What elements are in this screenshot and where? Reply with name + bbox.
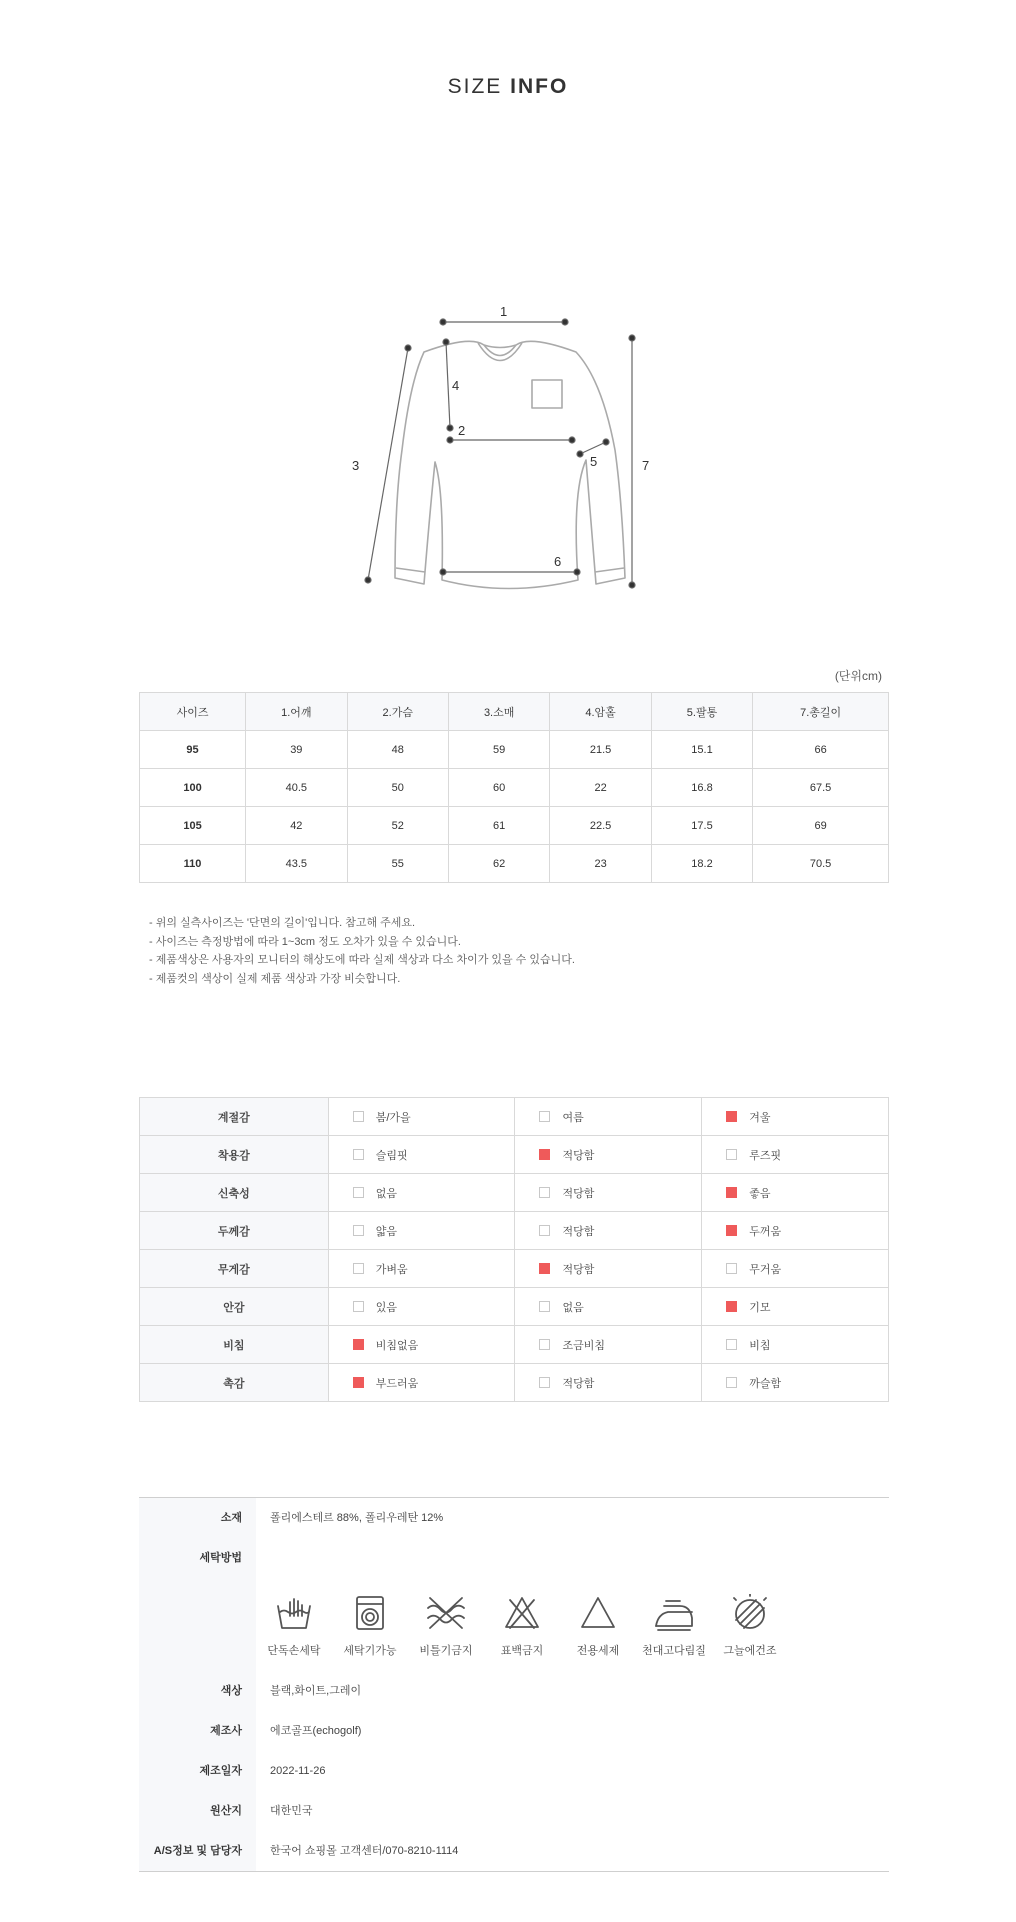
fit-label: 무게감 (140, 1250, 329, 1288)
fit-option (515, 1250, 702, 1288)
iron-icon (652, 1594, 696, 1632)
info-value: 블랙,화이트,그레이 (270, 1685, 362, 1697)
checkbox-checked (726, 1111, 737, 1122)
fit-option-label: 부드러움 (375, 1377, 419, 1390)
checkbox-unchecked (353, 1263, 364, 1274)
washing-machine-icon (350, 1594, 390, 1632)
checkbox-checked (353, 1339, 364, 1350)
header-armhole: 4.암홀 (550, 693, 651, 731)
checkbox-unchecked (726, 1149, 737, 1160)
info-label: 제조사 (139, 1711, 256, 1751)
table-cell: 16.8 (651, 769, 752, 807)
table-cell: 69 (753, 807, 889, 845)
table-cell: 22 (550, 769, 651, 807)
checkbox-checked (726, 1187, 737, 1198)
wash-item-iron (636, 1594, 712, 1658)
fit-option (328, 1250, 515, 1288)
fit-option-label: 없음 (562, 1301, 584, 1314)
diagram-label-6: 6 (554, 554, 562, 569)
fit-row (140, 1364, 889, 1402)
fit-option (702, 1212, 889, 1250)
header-size: 사이즈 (140, 693, 246, 731)
fit-option-label: 겨울 (749, 1111, 771, 1124)
table-cell: 23 (550, 845, 651, 883)
fit-option (702, 1250, 889, 1288)
checkbox-unchecked (726, 1339, 737, 1350)
cell-size: 105 (140, 807, 246, 845)
table-cell: 52 (347, 807, 448, 845)
table-cell: 62 (448, 845, 549, 883)
fit-option (515, 1288, 702, 1326)
fit-row (140, 1098, 889, 1136)
wash-item-no-bleach (484, 1594, 560, 1658)
info-value: 2022-11-26 (270, 1765, 326, 1777)
fit-option-label: 루즈핏 (749, 1149, 782, 1162)
fit-label: 두께감 (140, 1212, 329, 1250)
table-cell: 43.5 (246, 845, 347, 883)
fit-option (702, 1364, 889, 1402)
header-chest: 2.가슴 (347, 693, 448, 731)
header-sleeve: 3.소매 (448, 693, 549, 731)
table-row (140, 845, 889, 883)
checkbox-checked (353, 1377, 364, 1388)
fit-option-label: 기모 (749, 1301, 771, 1314)
wash-label: 세탁기가능 (343, 1645, 397, 1657)
cell-size: 100 (140, 769, 246, 807)
table-cell: 61 (448, 807, 549, 845)
fit-option-label: 까슬함 (749, 1377, 782, 1390)
fit-option-label: 좋음 (749, 1187, 771, 1200)
fit-table (139, 1097, 889, 1402)
checkbox-unchecked (353, 1187, 364, 1198)
diagram-label-1: 1 (500, 304, 508, 319)
table-cell: 17.5 (651, 807, 752, 845)
wash-label: 단독손세탁 (267, 1645, 321, 1657)
checkbox-unchecked (539, 1111, 550, 1122)
fit-option-label: 여름 (562, 1111, 584, 1124)
checkbox-unchecked (353, 1225, 364, 1236)
note-line: - 위의 실측사이즈는 '단면의 길이'입니다. 참고해 주세요. (149, 917, 416, 929)
checkbox-unchecked (353, 1111, 364, 1122)
note-line: - 제품컷의 색상이 실제 제품 색상과 가장 비슷합니다. (149, 972, 401, 985)
table-row (140, 769, 889, 807)
wash-item-detergent (560, 1594, 636, 1658)
fit-option-label: 있음 (375, 1301, 397, 1314)
fit-option-label: 없음 (375, 1187, 397, 1200)
info-value: 한국어 쇼핑몰 고객센터/070-8210-1114 (270, 1845, 459, 1857)
checkbox-checked (726, 1225, 737, 1236)
wash-label: 전용세제 (576, 1645, 620, 1657)
table-cell: 18.2 (651, 845, 752, 883)
checkbox-unchecked (539, 1225, 550, 1236)
fit-option-label: 비침 (749, 1339, 771, 1352)
title-light: SIZE (447, 75, 503, 98)
fit-row (140, 1136, 889, 1174)
header-sleeve-width: 5.팔통 (651, 693, 752, 731)
fit-row (140, 1212, 889, 1250)
fit-option-label: 적당함 (562, 1377, 595, 1390)
fit-option-label: 슬림핏 (375, 1149, 408, 1162)
fit-option (515, 1098, 702, 1136)
fit-option-label: 무거움 (749, 1263, 782, 1276)
fit-option (328, 1212, 515, 1250)
fit-option-label: 적당함 (562, 1149, 595, 1162)
info-row-material (139, 1498, 889, 1538)
header-shoulder: 1.어깨 (246, 693, 347, 731)
wash-item-shade-dry (712, 1594, 788, 1658)
checkbox-unchecked (726, 1377, 737, 1388)
fit-option (515, 1136, 702, 1174)
no-bleach-icon (502, 1594, 542, 1632)
wash-item-machine (332, 1594, 408, 1658)
fit-option-label: 비침없음 (375, 1339, 419, 1352)
info-row-color (139, 1671, 889, 1711)
fit-label: 촉감 (140, 1364, 329, 1402)
note-line: - 제품색상은 사용자의 모니터의 해상도에 따라 실제 색상과 다소 차이가 있을 수 있습니다. (149, 954, 575, 966)
fit-option-label: 적당함 (562, 1225, 595, 1238)
size-table (139, 692, 889, 883)
checkbox-unchecked (539, 1339, 550, 1350)
diagram-label-3: 3 (352, 458, 360, 473)
fit-option (328, 1136, 515, 1174)
table-cell: 59 (448, 731, 549, 769)
checkbox-unchecked (539, 1187, 550, 1198)
table-cell: 15.1 (651, 731, 752, 769)
fit-option (515, 1364, 702, 1402)
fit-label: 비침 (140, 1326, 329, 1364)
fit-option (328, 1326, 515, 1364)
fit-option-label: 봄/가을 (375, 1111, 411, 1124)
checkbox-unchecked (539, 1301, 550, 1312)
info-label: 색상 (139, 1671, 256, 1711)
checkbox-unchecked (726, 1263, 737, 1274)
size-table-header (140, 693, 889, 731)
checkbox-unchecked (353, 1149, 364, 1160)
fit-label: 착용감 (140, 1136, 329, 1174)
fit-row (140, 1250, 889, 1288)
table-cell: 50 (347, 769, 448, 807)
table-cell: 48 (347, 731, 448, 769)
info-label: 소재 (139, 1498, 256, 1538)
checkbox-checked (539, 1149, 550, 1160)
fit-option-label: 적당함 (562, 1187, 595, 1200)
table-cell: 60 (448, 769, 549, 807)
checkbox-checked (539, 1263, 550, 1274)
garment-diagram (340, 300, 680, 600)
info-row-as (139, 1831, 889, 1871)
info-row-maker (139, 1711, 889, 1751)
diagram-label-2: 2 (458, 423, 466, 438)
info-row-wash (139, 1538, 889, 1671)
table-cell: 22.5 (550, 807, 651, 845)
unit-label: (단위cm) (834, 669, 882, 683)
table-row (140, 731, 889, 769)
fit-option (702, 1098, 889, 1136)
fit-label: 계절감 (140, 1098, 329, 1136)
fit-row (140, 1174, 889, 1212)
fit-option-label: 두꺼움 (749, 1225, 782, 1238)
fit-option (515, 1174, 702, 1212)
size-notes (149, 914, 575, 988)
shade-dry-icon (730, 1594, 770, 1632)
fit-option (702, 1326, 889, 1364)
wash-label: 표백금지 (500, 1645, 544, 1657)
page-title (0, 75, 1016, 99)
info-value: 폴리에스테르 88%, 폴리우레탄 12% (270, 1512, 444, 1524)
fit-row (140, 1288, 889, 1326)
fit-option (328, 1288, 515, 1326)
table-cell: 55 (347, 845, 448, 883)
fit-label: 신축성 (140, 1174, 329, 1212)
fit-option (702, 1136, 889, 1174)
fit-option (515, 1326, 702, 1364)
fit-option-label: 가벼움 (375, 1263, 408, 1276)
info-row-origin (139, 1791, 889, 1831)
wash-label: 비틀기금지 (419, 1645, 473, 1657)
fit-option (515, 1212, 702, 1250)
fit-option (702, 1174, 889, 1212)
table-row (140, 807, 889, 845)
fit-row (140, 1326, 889, 1364)
wash-icons-cell (256, 1538, 889, 1671)
table-cell: 21.5 (550, 731, 651, 769)
diagram-label-7: 7 (642, 458, 650, 473)
fit-option (702, 1288, 889, 1326)
table-cell: 39 (246, 731, 347, 769)
checkbox-unchecked (539, 1377, 550, 1388)
info-label: 원산지 (139, 1791, 256, 1831)
checkbox-checked (726, 1301, 737, 1312)
wash-label: 그늘에건조 (723, 1645, 777, 1657)
info-value: 에코골프(echogolf) (270, 1725, 362, 1737)
fit-label: 안감 (140, 1288, 329, 1326)
checkbox-unchecked (353, 1301, 364, 1312)
cell-size: 110 (140, 845, 246, 883)
diagram-label-4: 4 (452, 378, 460, 393)
title-bold: INFO (510, 75, 569, 98)
table-cell: 67.5 (753, 769, 889, 807)
product-info (139, 1497, 889, 1872)
table-cell: 42 (246, 807, 347, 845)
fit-option-label: 적당함 (562, 1263, 595, 1276)
info-label: 세탁방법 (139, 1538, 256, 1671)
note-line: - 사이즈는 측정방법에 따라 1~3cm 정도 오차가 있을 수 있습니다. (149, 935, 461, 948)
table-cell: 66 (753, 731, 889, 769)
header-length: 7.총길이 (753, 693, 889, 731)
fit-option-label: 얇음 (375, 1225, 397, 1238)
neutral-detergent-icon (578, 1594, 618, 1632)
table-cell: 40.5 (246, 769, 347, 807)
cell-size: 95 (140, 731, 246, 769)
fit-option (328, 1364, 515, 1402)
info-label: A/S정보 및 담당자 (139, 1831, 256, 1871)
hand-wash-icon (274, 1594, 314, 1632)
no-wring-icon (424, 1594, 468, 1632)
info-label: 제조일자 (139, 1751, 256, 1791)
table-cell: 70.5 (753, 845, 889, 883)
diagram-label-5: 5 (590, 454, 598, 469)
wash-item-hand-wash (256, 1594, 332, 1658)
fit-option (328, 1174, 515, 1212)
wash-icons (256, 1594, 788, 1658)
fit-option-label: 조금비침 (562, 1339, 605, 1352)
info-row-date (139, 1751, 889, 1791)
wash-label: 천대고다림질 (642, 1645, 706, 1657)
wash-item-no-wring (408, 1594, 484, 1658)
fit-option (328, 1098, 515, 1136)
info-value: 대한민국 (270, 1805, 313, 1817)
